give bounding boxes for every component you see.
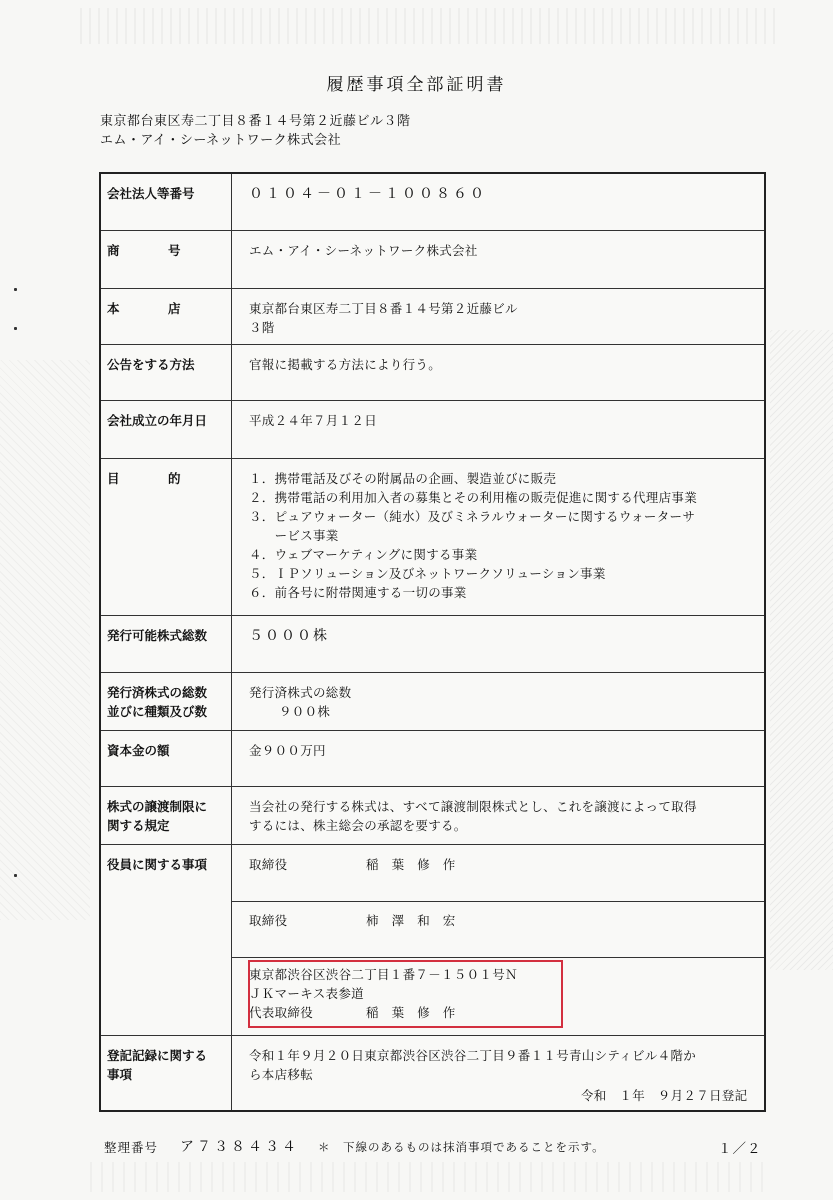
purpose-item: ービス事業 xyxy=(249,528,339,543)
value-registration-line1: 令和１年９月２０日東京都渋谷区渋谷二丁目９番１１号青山シティビル４階か xyxy=(249,1048,697,1063)
label-established: 会社成立の年月日 xyxy=(101,401,232,458)
value-transfer-restriction-line1: 当会社の発行する株式は、すべて譲渡制限株式とし、これを譲渡によって取得 xyxy=(249,799,697,814)
value-trade-name: エム・アイ・シーネットワーク株式会社 xyxy=(249,243,478,258)
label-registration xyxy=(101,1036,232,1110)
label-trade-name-text: 商 号 xyxy=(107,243,199,258)
scan-noise-left xyxy=(0,360,90,920)
purpose-item: １．携帯電話及びその附属品の企画、製造並びに販売 xyxy=(249,471,557,486)
label-transfer-restriction-line2: 関する規定 xyxy=(107,818,170,834)
value-transfer-restriction-line2: するには、株主総会の承認を要する。 xyxy=(249,818,467,833)
footer-note: ＊ 下線のあるものは抹消事項であることを示す。 xyxy=(318,1140,605,1154)
row-established xyxy=(101,400,764,458)
header-company: エム・アイ・シーネットワーク株式会社 xyxy=(100,133,342,148)
row-transfer-restriction xyxy=(101,786,764,844)
label-issued-shares-line2: 並びに種類及び数 xyxy=(107,704,208,720)
value-established: 平成２４年７月１２日 xyxy=(249,413,378,428)
row-registration xyxy=(101,1035,764,1110)
label-head-office xyxy=(101,289,232,344)
registration-date: 令和 １年 ９月２７日登記 xyxy=(581,1088,748,1103)
label-purpose xyxy=(101,459,232,615)
scan-speck xyxy=(14,874,17,877)
row-notice-method xyxy=(101,344,764,400)
value-registration-line2: ら本店移転 xyxy=(249,1067,314,1082)
header-address: 東京都台東区寿二丁目８番１４号第２近藤ビル３階 xyxy=(100,114,411,129)
officers-divider xyxy=(232,901,764,902)
director2-name: 柿 澤 和 宏 xyxy=(366,913,456,928)
row-capital xyxy=(101,730,764,786)
director1-name: 稲 葉 修 作 xyxy=(366,857,456,872)
label-authorized-shares: 発行可能株式総数 xyxy=(101,616,232,672)
scan-noise-right xyxy=(770,330,833,970)
label-issued-shares xyxy=(101,673,232,730)
value-issued-shares-line1: 発行済株式の総数 xyxy=(249,685,352,700)
footer-ref-label: 整理番号 xyxy=(104,1140,159,1155)
label-notice-method: 公告をする方法 xyxy=(101,345,232,400)
label-trade-name xyxy=(101,231,232,288)
scan-noise-bottom xyxy=(90,1162,770,1192)
footer-page-number: １／２ xyxy=(718,1141,762,1157)
rep-name: 稲 葉 修 作 xyxy=(366,1005,456,1020)
document-title: 履歴事項全部証明書 xyxy=(326,75,507,95)
row-trade-name xyxy=(101,230,764,288)
purpose-item: ５．ＩＰソリューション及びネットワークソリューション事業 xyxy=(249,566,606,581)
director1-title: 取締役 xyxy=(249,857,288,872)
value-notice-method: 官報に掲載する方法により行う。 xyxy=(249,357,442,372)
purpose-item: ３．ピュアウォーター（純水）及びミネラルウォーターに関するウォーターサ xyxy=(249,509,696,524)
label-registration-line1: 登記記録に関する xyxy=(107,1048,208,1063)
value-authorized-shares: ５０００株 xyxy=(249,628,329,644)
label-head-office-text: 本 店 xyxy=(107,301,199,316)
value-head-office-line2: ３階 xyxy=(249,320,275,335)
officers-divider xyxy=(232,957,764,958)
highlight-box xyxy=(248,960,563,1028)
registry-table xyxy=(99,172,766,1112)
scan-noise-top xyxy=(80,8,780,44)
footer-ref-number: ア７３８４３４ xyxy=(180,1139,299,1155)
label-transfer-restriction xyxy=(101,787,232,844)
row-authorized-shares xyxy=(101,615,764,672)
director2-title: 取締役 xyxy=(249,913,288,928)
label-officers: 役員に関する事項 xyxy=(101,845,232,1035)
purpose-item: ６．前各号に附帯関連する一切の事業 xyxy=(249,585,467,600)
purpose-item: ２．携帯電話の利用加入者の募集とその利用権の販売促進に関する代理店事業 xyxy=(249,490,698,505)
value-corp-number: ０１０４－０１－１００８６０ xyxy=(249,186,487,202)
rep-address-line1: 東京都渋谷区渋谷二丁目１番７－１５０１号Ｎ xyxy=(249,967,518,982)
value-issued-shares-line2: ９００株 xyxy=(279,704,331,719)
rep-address-line2: ＪＫマーキス表参道 xyxy=(249,986,364,1001)
label-corp-number: 会社法人等番号 xyxy=(101,174,232,230)
label-transfer-restriction-line1: 株式の譲渡制限に xyxy=(107,799,208,814)
row-purpose xyxy=(101,458,764,615)
row-issued-shares xyxy=(101,672,764,730)
label-issued-shares-line1: 発行済株式の総数 xyxy=(107,685,208,700)
row-head-office xyxy=(101,288,764,344)
label-registration-line2: 事項 xyxy=(107,1067,133,1083)
scan-speck xyxy=(14,288,17,291)
value-capital: 金９００万円 xyxy=(249,743,326,758)
label-purpose-text: 目 的 xyxy=(107,471,199,486)
scan-speck xyxy=(14,327,17,330)
value-head-office-line1: 東京都台東区寿二丁目８番１４号第２近藤ビル xyxy=(249,301,518,316)
row-corp-number xyxy=(101,174,764,230)
label-capital: 資本金の額 xyxy=(101,731,232,786)
rep-title: 代表取締役 xyxy=(249,1005,314,1020)
purpose-item: ４．ウェブマーケティングに関する事業 xyxy=(249,547,478,562)
